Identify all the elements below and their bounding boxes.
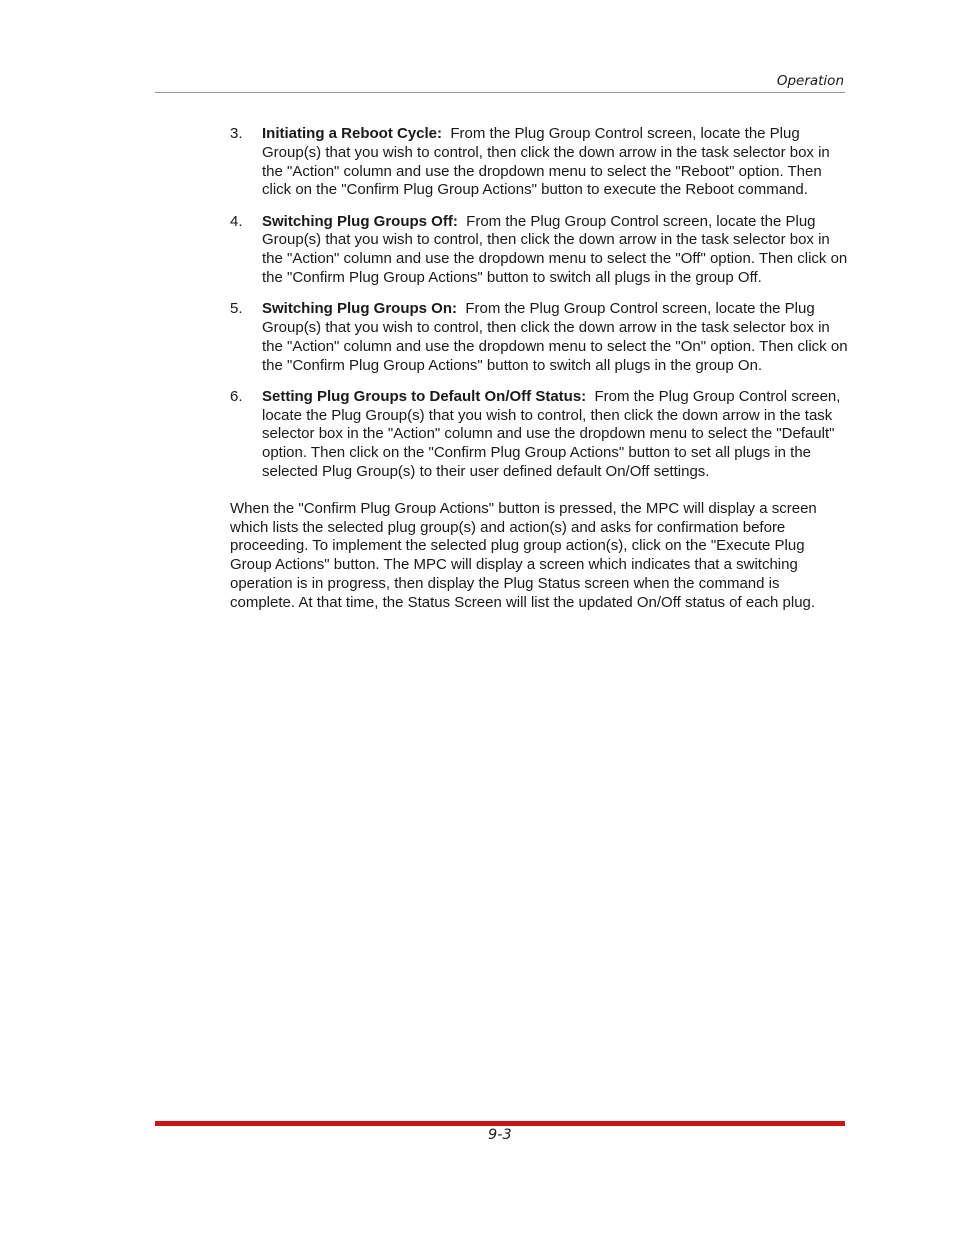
step-item <box>230 300 850 375</box>
running-header: Operation <box>776 73 844 89</box>
page-number: 9-3 <box>488 1127 512 1143</box>
step-body <box>262 300 850 375</box>
step-item <box>230 213 850 288</box>
step-body <box>262 388 850 482</box>
step-item <box>230 125 850 200</box>
step-text: From the Plug Group Control screen, locate the Plug Group(s) that you wish to control, then click the down arrow in the task selector box in the "Action" column and use the dropdown menu to select the "Reboot" option. Then click on the "Confirm Plug Group Actions" button to execute the Reboot command. <box>262 125 830 199</box>
step-number: 6. <box>230 387 243 405</box>
step-title: Setting Plug Groups to Default On/Off Status: <box>262 387 587 405</box>
step-title: Initiating a Reboot Cycle: <box>262 125 443 142</box>
step-number: 5. <box>230 300 243 318</box>
step-text: From the Plug Group Control screen, locate the Plug Group(s) that you wish to control, then click the down arrow in the task selector box in the "Action" column and use the dropdown menu to select the "On" option. Then click on the "Confirm Plug Group Actions" button to switch all plugs in the group On. <box>262 300 848 374</box>
steps-list <box>230 125 850 482</box>
page-content <box>230 125 850 613</box>
step-text: From the Plug Group Control screen, locate the Plug Group(s) that you wish to control, then click the down arrow in the task selector box in the "Action" column and use the dropdown menu to select the "Off" option. Then click on the "Confirm Plug Group Actions" button to switch all plugs in the group Off. <box>262 212 848 286</box>
footer-rule <box>155 1121 845 1126</box>
step-item <box>230 388 850 482</box>
header-rule <box>155 92 845 93</box>
step-title: Switching Plug Groups On: <box>262 300 457 318</box>
step-number: 3. <box>230 125 243 142</box>
step-title: Switching Plug Groups Off: <box>262 212 458 230</box>
step-number: 4. <box>230 212 243 230</box>
step-text: From the Plug Group Control screen, locate the Plug Group(s) that you wish to control, then click the down arrow in the task selector box in the "Action" column and use the dropdown menu to select the "Default" option. Then click on the "Confirm Plug Group Actions" button to set all plugs in the selected Plug Group(s) to their user defined default On/Off settings. <box>262 387 841 480</box>
step-body <box>262 125 850 200</box>
closing-paragraph: When the "Confirm Plug Group Actions" button is pressed, the MPC will display a screen which lists the selected plug group(s) and action(s) and asks for confirmation before proceeding. To implement the selected plug group action(s), click on the "Execute Plug Group Actions" button. The MPC will display a screen which indicates that a switching operation is in progress, then display the Plug Status screen when the command is complete. At that time, the Status Screen will list the updated On/Off status of each plug. <box>230 499 817 611</box>
step-body <box>262 213 850 288</box>
